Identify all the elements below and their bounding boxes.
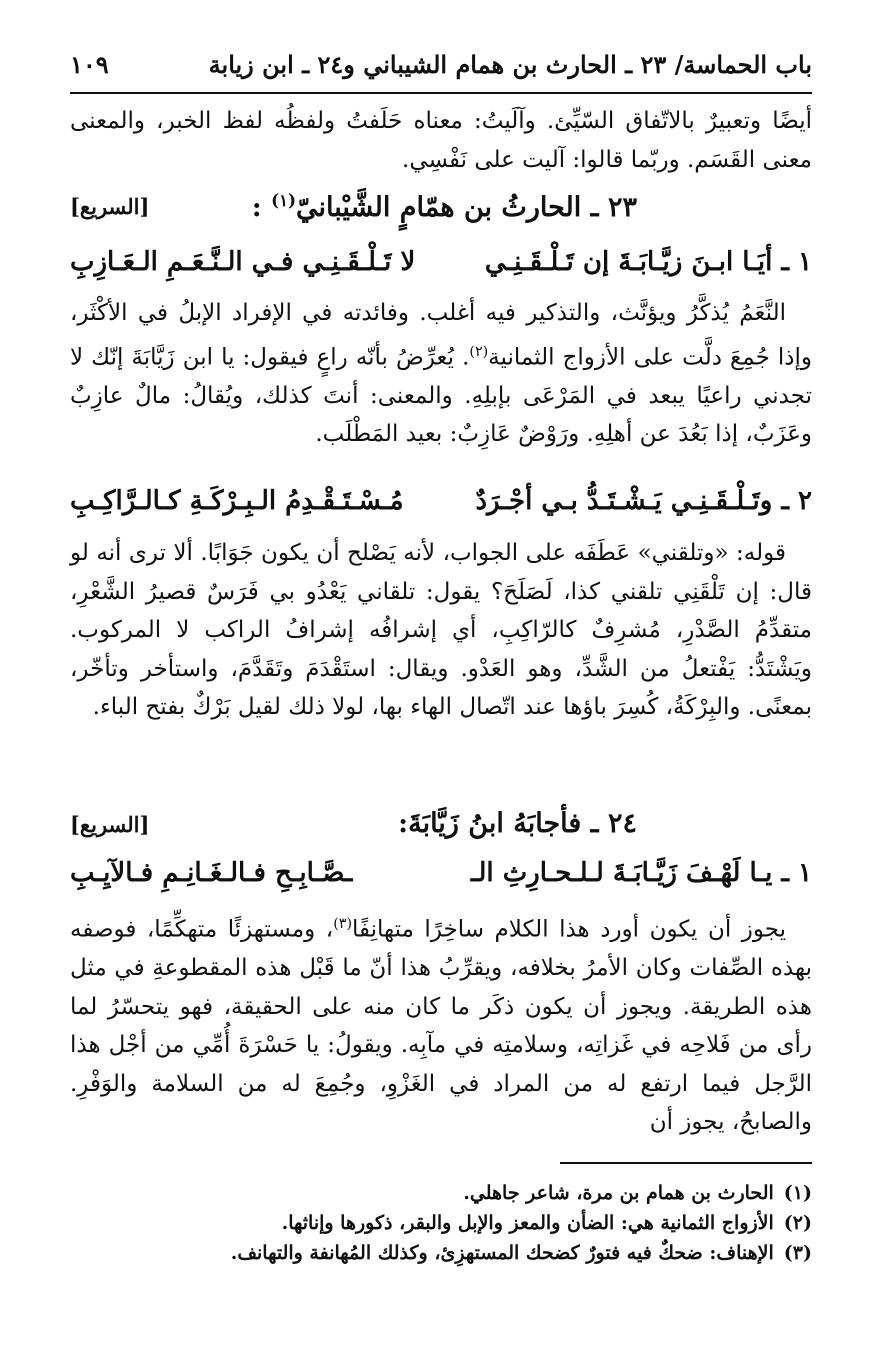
section-24-heading-row xyxy=(70,808,812,854)
verse-first-hemistich: ١ ـ يـا لَهْـفَ زَيَّـابَـةَ لـلـحـارِثِ الـ xyxy=(470,858,812,888)
commentary-24-1: يجوز أن يكون أورد هذا الكلام ساخِرًا متهانِفًا$^{(٣)}$، ومستهزئًا متهكِّمًا، فوصفه بهذه الصِّفات وكان الأمرُ بخلافه، ويقرِّبُ هذا أنّ ما قَبْل هذه المقطوعةِ في مثل هذه الطريقة. ويجوز أن يكون ذكَر ما كان منه على الحقيقة، فهو يتحسّرُ لما رأى من فَلاحِه في غَزاتِه، وسلامتِه في مآبِه. ويقولُ: يا حَسْرَةَ أُمِّي من أجْل هذا الرَّجل فيما ارتفع له من المراد في الغَزْوِ، وجُمِعَ له من السلامة والوَفْرِ. والصابحُ، يجوز أن xyxy=(70,916,812,1136)
commentary-23-2: قوله: «وتلقني» عَطَفَه على الجواب، لأنه يَصْلح أن يكون جَوَابًا. ألا ترى أنه لو قال: إن تَلْقَنِي تلقني كذا، لَصَلَحَ؟ يقول: تلقاني يَعْدُو بي فَرَسٌ قصيرُ الشَّعْرِ، متقدِّمُ الصَّدْرِ، مُشرِفٌ كالرّاكِبِ، أي إشرافُه إشرافُ الراكب لا المركوب. ويَشْتَدُّ: يَفْتعلُ من الشَّدِّ، وهو العَدْو. ويقال: استَقْدَمَ وتَقَدَّمَ، واستأخر وتأخّر، بمعنًى. والبِرْكَةُ، كُسِرَ باؤها عند اتّصال الهاء بها، لولا ذلك لقيل بَرْكٌ بفتح الباء. xyxy=(70,540,812,720)
intro-paragraph: أيضًا وتعبيرٌ بالاتّفاق السّيِّئ. وآلَيتُ: معناه حَلَفتُ ولفظُه لفظ الخبر، والمعنى معنى القَسَم. وربّما قالوا: آليت على نَفْسِي. xyxy=(70,108,812,173)
footnote-ref-1: (١) xyxy=(271,190,297,210)
section-23-heading-row xyxy=(70,190,812,236)
verse-23-2 xyxy=(70,486,812,530)
footnote-3: (٣)الإهناف: ضحكٌ فيه فتورٌ كضحك المستهزِئ، وكذلك المُهانفة والتهانف. xyxy=(230,1242,812,1264)
footnote-2: (٢)الأزواج الثمانية هي: الضأن والمعز والإبل والبقر، ذكورها وإناثها. xyxy=(281,1212,812,1234)
page-number: ١٠٩ xyxy=(70,50,109,79)
verse-second-hemistich: ـصَّـابِـحِ فـالـغَـانِـمِ فـالآيِـبِ xyxy=(70,858,353,888)
verse-first-hemistich: ١ ـ أيَـا ابـنَ زيَّـابَـةَ إن تَـلْـقَـنِـي xyxy=(484,247,812,277)
verse-24-1 xyxy=(70,858,812,902)
footnote-ref-2: (٢) xyxy=(469,343,489,360)
footnote-divider xyxy=(560,1162,812,1164)
page-header xyxy=(70,44,812,94)
footnote-ref-3: (٣) xyxy=(333,916,352,932)
commentary-23-1: النَّعَمُ يُذكَّرُ ويؤنَّث، والتذكير فيه أغلب. وفائدته في الإفراد الإبلُ في الأكْثَر، وإذا جُمِعَ دلَّت على الأزواج الثمانية$^{(٢)}$. يُعرِّضُ بأنّه راعٍ فيقول: يا ابن زَيَّابَةَ إنّك لا تجدني راعيًا يبعد في المَرْعَى بإبلِهِ. والمعنى: أنتَ كذلك، ويُقالُ: مالٌ عازِبٌ وعَزَبٌ، إذا بَعُدَ عن أهلِهِ. ورَوْضٌ عَازِبٌ: بعيد المَطْلَب. xyxy=(70,300,812,448)
running-title: باب الحماسة/ ٢٣ ـ الحارث بن همام الشيباني و٢٤ ـ ابن زيابة xyxy=(208,50,812,79)
footnote-1: (١)الحارث بن همام بن مرة، شاعر جاهلي. xyxy=(463,1182,812,1204)
verse-23-1 xyxy=(70,247,812,291)
section-24-heading: ٢٤ ـ فأجابَهُ ابنُ زَيَّابَةَ: xyxy=(398,808,637,839)
verse-second-hemistich: لا تَـلْـقَـنِـي فـي الـنَّـعَـمِ الـعَـازِبِ xyxy=(70,247,416,277)
meter-label: [السريع] xyxy=(70,812,150,837)
section-23-heading: ٢٣ ـ الحارثُ بن همّامٍ الشَّيْبانيّ$^{(١)}$ : xyxy=(251,190,637,223)
verse-second-hemistich: مُـسْـتَـقْـدِمُ الـبِـرْكَـةِ كـالـرَّاكِـبِ xyxy=(70,486,404,516)
verse-first-hemistich: ٢ ـ وتَـلْـقَـنِـي يَـشْـتَـدُّ بـي أجْـرَدٌ xyxy=(475,486,812,516)
meter-label: [السريع] xyxy=(70,194,150,219)
